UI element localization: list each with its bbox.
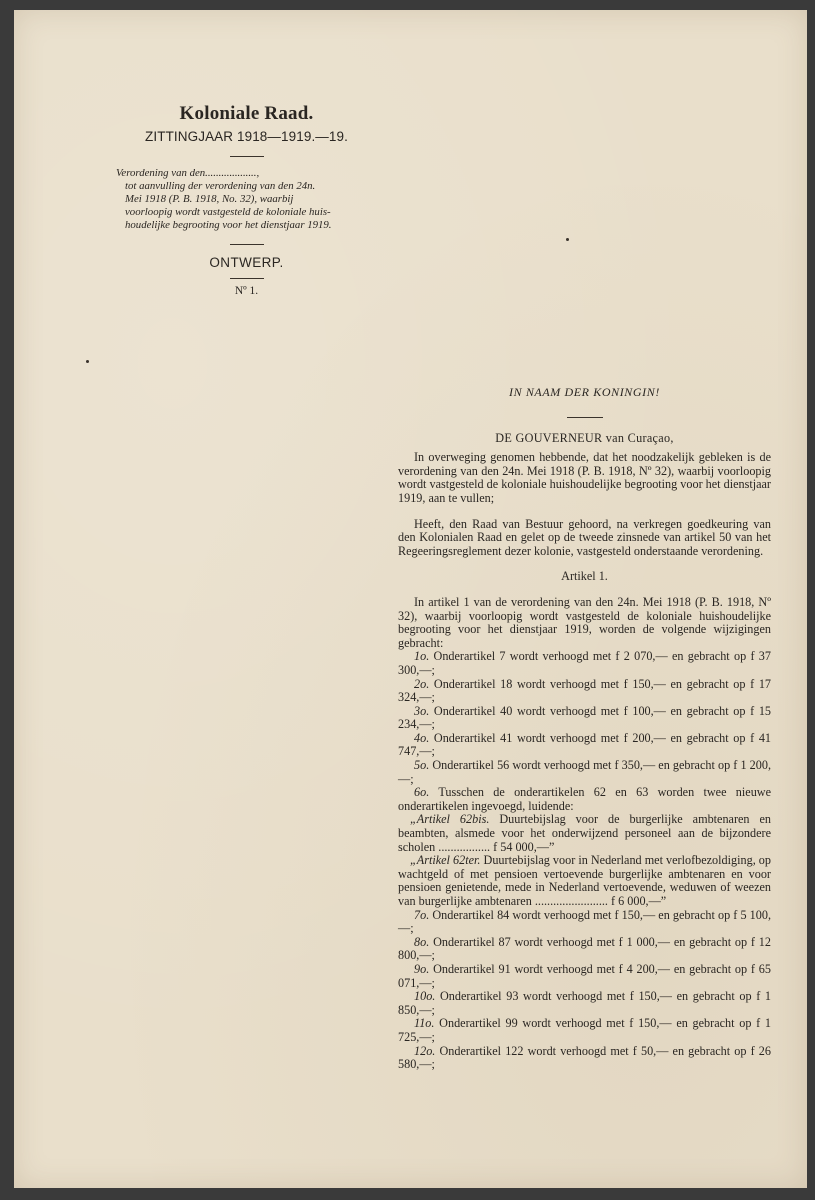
item-text: Onderartikel 91 wordt verhoogd met f 4 200,— en gebracht op f 65 071,—; xyxy=(398,961,771,990)
quoted-article-62bis: „Artikel 62bis. Duurtebijslag voor de burgerlijke ambtenaren en beambten, alsmede voor het onderwijzend personeel aan de bijzondere scholen ................. f 54 000,—” xyxy=(398,812,772,854)
list-item xyxy=(398,678,771,705)
item-text: Onderartikel 7 wordt verhoogd met f 2 070,— en gebracht op f 37 300,—; xyxy=(398,649,771,677)
item-number: 1o. xyxy=(414,649,430,664)
item-text: Onderartikel 18 wordt verhoogd met f 150,— en gebracht op f 17 324,—; xyxy=(398,676,772,705)
ordinance-body xyxy=(398,382,771,1072)
item-number: 7o. xyxy=(414,907,430,922)
article-intro: In artikel 1 van de verordening van den 24n. Mei 1918 (P. B. 1918, Nº 32), waarbij voorloopig wordt vastgesteld de koloniale huishoudelijke begrooting voor het dienstjaar 1919, worden de volgende wijzigingen gebracht: xyxy=(398,594,771,650)
item-text: Onderartikel 41 wordt verhoogd met f 200,— en gebracht op f 41 747,—; xyxy=(398,730,772,759)
list-item xyxy=(398,936,771,963)
quote-tag: „Artikel 62bis. xyxy=(410,812,490,827)
list-item xyxy=(398,759,771,786)
item-text: Onderartikel 87 wordt verhoogd met f 1 000,— en gebracht op f 12 800,—; xyxy=(398,934,771,963)
considering-paragraph: In overweging genomen hebbende, dat het noodzakelijk gebleken is de verordening van den 24n. Mei 1918 (P. B. 1918, Nº 32), waarbij voorloopig wordt vastgesteld de koloniale huishoudelijke begrooting voor het dienstjaar 1919, aan te vullen; xyxy=(398,450,771,505)
council-title: Koloniale Raad. xyxy=(179,103,314,124)
quote-text: Duurtebijslag voor in Nederland met verlofbezoldiging, op wachtgeld of met pensioen vertoevende burgerlijke ambtenaren en voor pensioen genietende, mede in Nederland vertoevende, weduwen of weezen van burgerlijke ambtenaren xyxy=(398,853,771,908)
subject-line: voorloopig wordt vastgesteld de koloniale huis- xyxy=(125,206,331,218)
item-text: Onderartikel 40 wordt verhoogd met f 100,— en gebracht op f 15 234,—; xyxy=(398,703,772,732)
divider xyxy=(230,278,264,279)
item-number: 10o. xyxy=(414,989,436,1004)
draft-label: ONTWERP. xyxy=(209,255,284,270)
subject-line: Verordening van den..................., xyxy=(116,167,260,179)
item-number: 2o. xyxy=(414,676,430,691)
ordinance-subject xyxy=(114,167,379,232)
invocation: IN NAAM DER KONINGIN! xyxy=(509,385,660,399)
header-block xyxy=(114,95,379,297)
item-number: 5o. xyxy=(414,758,430,773)
quote-text: Duurtebijslag voor de burgerlijke ambtenaren en beambten, alsmede voor het onderwijzend personeel aan de bijzondere scholen xyxy=(398,812,772,854)
item-text: Onderartikel 93 wordt verhoogd met f 150,— en gebracht op f 1 850,—; xyxy=(398,989,772,1017)
item-number: 9o. xyxy=(414,961,430,976)
list-item xyxy=(398,732,771,759)
list-item xyxy=(398,963,771,990)
item-number: 8o. xyxy=(414,934,430,949)
list-item xyxy=(398,705,771,732)
item-text: Onderartikel 99 wordt verhoogd met f 150,— en gebracht op f 1 725,—; xyxy=(398,1016,772,1044)
subject-line: tot aanvulling der verordening van den 24n. xyxy=(125,180,316,192)
document-page xyxy=(14,10,807,1188)
enactment-paragraph: Heeft, den Raad van Bestuur gehoord, na verkregen goedkeuring van den Kolonialen Raad en gelet op de tweede zinsnede van artikel 50 van het Regeeringsreglement dezer kolonie, vastgesteld onderstaande verordening. xyxy=(398,516,771,558)
document-number: Nº 1. xyxy=(234,285,259,297)
governor-heading: DE GOUVERNEUR van Curaçao, xyxy=(495,430,674,445)
session-year: ZITTINGJAAR 1918—1919.—19. xyxy=(145,129,348,144)
divider xyxy=(230,244,264,245)
list-item xyxy=(398,990,771,1017)
subject-line: Mei 1918 (P. B. 1918, No. 32), waarbij xyxy=(125,193,294,205)
item-number: 6o. xyxy=(414,785,430,800)
item-number: 4o. xyxy=(414,730,430,745)
ink-speck xyxy=(86,360,89,363)
list-item xyxy=(398,909,771,936)
subject-line: houdelijke begrooting voor het dienstjaar 1919. xyxy=(125,219,332,231)
article-heading: Artikel 1. xyxy=(561,569,608,584)
item-number: 12o. xyxy=(414,1043,436,1058)
item-text: Tusschen de onderartikelen 62 en 63 worden twee nieuwe onderartikelen ingevoegd, luidende: xyxy=(398,785,772,813)
quote-amount: f 54 000,—” xyxy=(493,839,555,854)
item-number: 3o. xyxy=(414,703,430,718)
item-number: 11o. xyxy=(414,1016,435,1031)
list-item xyxy=(398,650,771,677)
divider xyxy=(230,156,264,157)
quoted-article-62ter: „Artikel 62ter. Duurtebijslag voor in Nederland met verlofbezoldiging, op wachtgeld of met pensioen vertoevende burgerlijke ambtenaren en voor pensioen genietende, mede in Nederland vertoevende, weduwen of weezen van burgerlijke ambtenaren ........................ f 6 000,—” xyxy=(398,853,771,908)
ink-speck xyxy=(566,238,569,241)
divider xyxy=(567,417,603,418)
quote-amount: f 6 000,—” xyxy=(611,894,667,908)
list-item xyxy=(398,1017,771,1044)
item-text: Onderartikel 84 wordt verhoogd met f 150,— en gebracht op f 5 100,—; xyxy=(398,907,771,936)
list-item xyxy=(398,786,771,813)
list-item xyxy=(398,1045,771,1072)
quote-tag: „Artikel 62ter. xyxy=(410,853,481,868)
item-text: Onderartikel 122 wordt verhoogd met f 50,— en gebracht op f 26 580,—; xyxy=(398,1043,771,1072)
item-text: Onderartikel 56 wordt verhoogd met f 350,— en gebracht op f 1 200,—; xyxy=(398,758,771,786)
